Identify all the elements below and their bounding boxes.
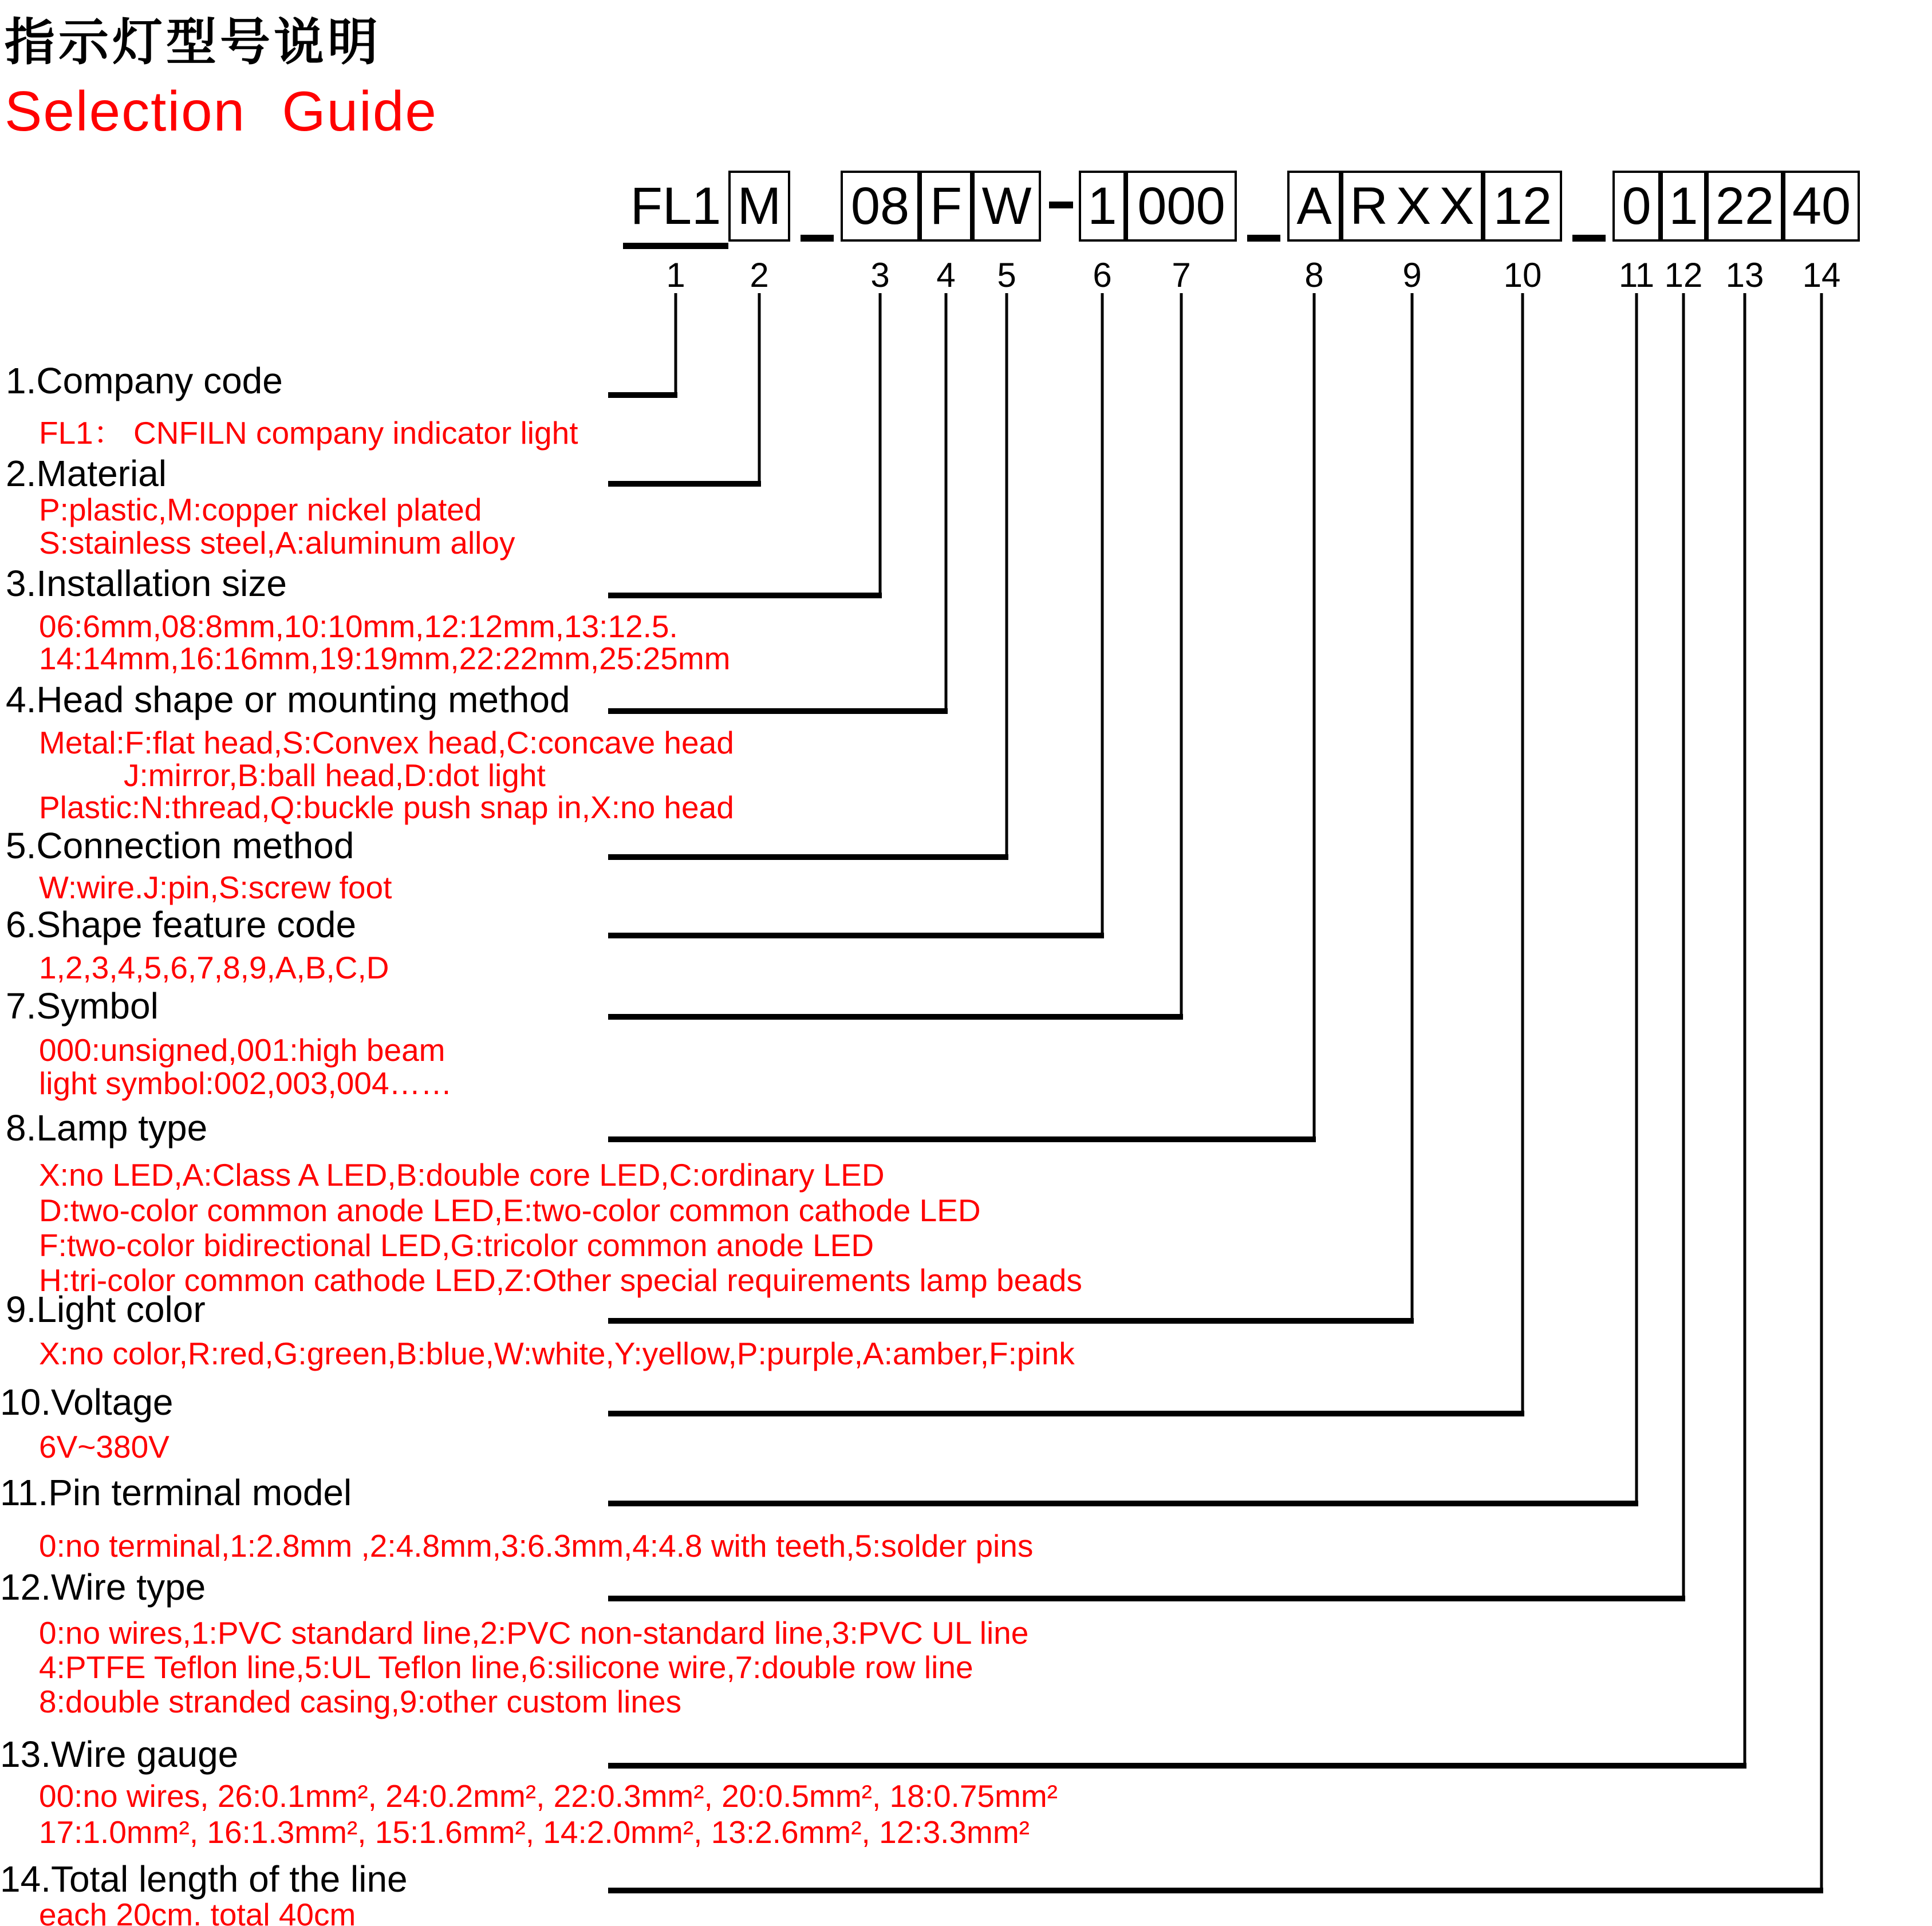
code-box-connection: W [972, 171, 1041, 242]
separator-underscore-1 [801, 235, 834, 242]
position-label-12: 12 [1664, 256, 1703, 294]
code-box-pin-terminal: 0 [1612, 171, 1661, 242]
section-5-title: 5.Connection method [6, 825, 354, 866]
section-12-title: 12.Wire type [0, 1566, 206, 1608]
section-13-detail-1: 00:no wires, 26:0.1mm², 24:0.2mm², 22:0.3mm², 20:0.5mm², 18:0.75mm² [39, 1778, 1058, 1814]
section-12-detail-2: 4:PTFE Teflon line,5:UL Teflon line,6:silicone wire,7:double row line [39, 1649, 973, 1685]
section-12-detail-1: 0:no wires,1:PVC standard line,2:PVC non-standard line,3:PVC UL line [39, 1615, 1029, 1651]
section-5-detail-1: W:wire.J:pin,S:screw foot [39, 870, 392, 905]
section-4-title: 4.Head shape or mounting method [6, 679, 570, 720]
section-1-detail-1: FL1： CNFILN company indicator light [39, 415, 578, 451]
connector-line-3 [608, 293, 882, 595]
code-part-company-underline [623, 243, 728, 249]
section-11-title: 11.Pin terminal model [0, 1472, 352, 1513]
section-7-detail-1: 000:unsigned,001:high beam [39, 1032, 445, 1068]
section-8-detail-3: F:two-color bidirectional LED,G:tricolor common anode LED [39, 1228, 874, 1263]
page-title-english: Selection Guide [5, 80, 437, 143]
code-box-wire-gauge: 22 [1706, 171, 1783, 242]
position-label-3: 3 [870, 256, 890, 294]
connector-line-5 [608, 293, 1008, 857]
code-box-light-color: RXX [1341, 171, 1483, 242]
connector-line-6 [608, 293, 1104, 936]
code-box-lamp-type: A [1287, 171, 1341, 242]
position-label-2: 2 [750, 256, 769, 294]
section-6-title: 6.Shape feature code [6, 904, 357, 945]
section-4-detail-2: J:mirror,B:ball head,D:dot light [124, 757, 546, 793]
section-1-title: 1.Company code [6, 360, 283, 401]
section-13-title: 13.Wire gauge [0, 1734, 239, 1775]
section-14-title: 14.Total length of the line [0, 1858, 408, 1900]
connector-line-2 [608, 293, 761, 484]
section-3-title: 3.Installation size [6, 563, 287, 604]
section-4-detail-3: Plastic:N:thread,Q:buckle push snap in,X:no head [39, 790, 734, 825]
position-label-7: 7 [1172, 256, 1191, 294]
position-label-4: 4 [936, 256, 956, 294]
position-label-9: 9 [1402, 256, 1422, 294]
position-label-10: 10 [1503, 256, 1542, 294]
section-10-title: 10.Voltage [0, 1382, 174, 1423]
code-part-company: FL1 [630, 177, 721, 235]
position-label-5: 5 [997, 256, 1016, 294]
section-8-title: 8.Lamp type [6, 1107, 208, 1149]
connector-line-12 [608, 293, 1685, 1599]
section-2-title: 2.Material [6, 453, 167, 494]
section-9-title: 9.Light color [6, 1289, 206, 1330]
code-box-material: M [728, 171, 790, 242]
connector-line-11 [608, 293, 1638, 1503]
position-label-11: 11 [1618, 256, 1655, 294]
section-11-detail-1: 0:no terminal,1:2.8mm ,2:4.8mm,3:6.3mm,4:4.8 with teeth,5:solder pins [39, 1528, 1034, 1564]
connector-line-1 [608, 293, 677, 395]
section-2-detail-1: P:plastic,M:copper nickel plated [39, 492, 482, 527]
separator-hyphen [1049, 202, 1073, 208]
position-label-1: 1 [666, 256, 685, 294]
page-title-chinese: 指示灯型号说明 [5, 14, 382, 70]
connector-line-8 [608, 293, 1316, 1139]
separator-underscore-2 [1247, 235, 1280, 242]
section-13-detail-2: 17:1.0mm², 16:1.3mm², 15:1.6mm², 14:2.0mm², 13:2.6mm², 12:3.3mm² [39, 1814, 1030, 1850]
separator-underscore-3 [1572, 235, 1606, 242]
code-box-wire-type: 1 [1661, 171, 1706, 242]
section-2-detail-2: S:stainless steel,A:aluminum alloy [39, 525, 515, 561]
section-8-detail-2: D:two-color common anode LED,E:two-color common cathode LED [39, 1193, 981, 1228]
section-3-detail-1: 06:6mm,08:8mm,10:10mm,12:12mm,13:12.5. [39, 609, 678, 644]
code-box-shape-feature: 1 [1079, 171, 1126, 242]
section-8-detail-4: H:tri-color common cathode LED,Z:Other special requirements lamp beads [39, 1262, 1082, 1298]
section-6-detail-1: 1,2,3,4,5,6,7,8,9,A,B,C,D [39, 950, 389, 985]
position-label-14: 14 [1802, 256, 1841, 294]
section-8-detail-1: X:no LED,A:Class A LED,B:double core LED,C:ordinary LED [39, 1157, 885, 1193]
section-9-detail-1: X:no color,R:red,G:green,B:blue,W:white,Y:yellow,P:purple,A:amber,F:pink [39, 1336, 1075, 1371]
section-4-detail-1: Metal:F:flat head,S:Convex head,C:concave head [39, 725, 734, 760]
code-box-wire-length: 40 [1783, 171, 1860, 242]
code-box-installation-size: 08 [841, 171, 920, 242]
section-7-title: 7.Symbol [6, 985, 159, 1027]
section-12-detail-3: 8:double stranded casing,9:other custom lines [39, 1684, 682, 1719]
section-10-detail-1: 6V~380V [39, 1429, 169, 1465]
code-box-voltage: 12 [1483, 171, 1562, 242]
code-box-head-shape: F [920, 171, 972, 242]
position-label-8: 8 [1304, 256, 1324, 294]
section-7-detail-2: light symbol:002,003,004…… [39, 1065, 452, 1101]
section-14-detail-1: each 20cm. total 40cm [39, 1897, 356, 1926]
position-label-13: 13 [1725, 256, 1764, 294]
position-label-6: 6 [1093, 256, 1112, 294]
section-3-detail-2: 14:14mm,16:16mm,19:19mm,22:22mm,25:25mm [39, 641, 731, 676]
code-box-symbol: 000 [1126, 171, 1237, 242]
